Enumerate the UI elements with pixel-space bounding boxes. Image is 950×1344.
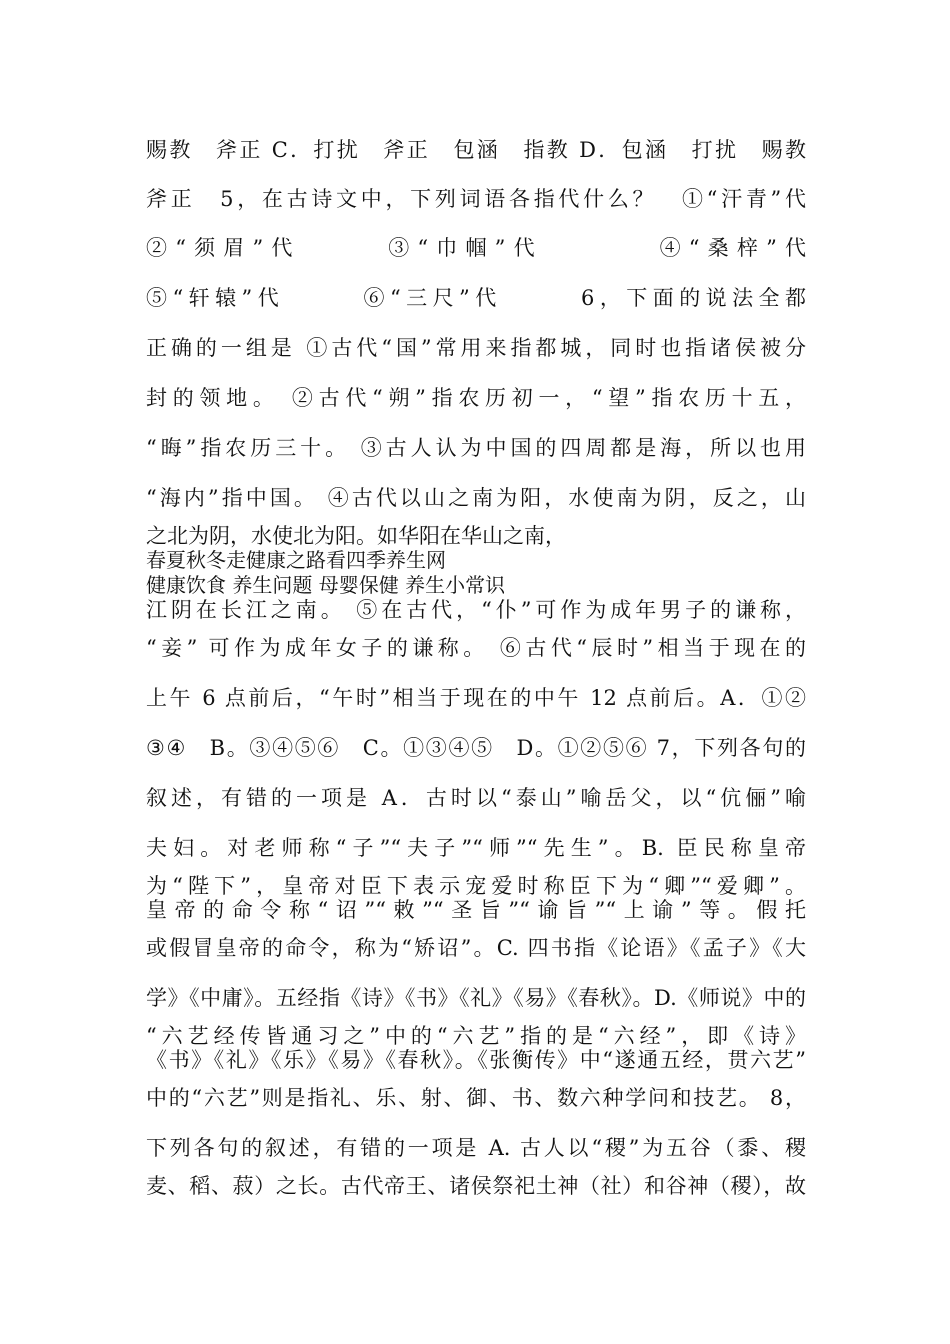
text-line: 斧正 5，在古诗文中，下列词语各指代什么？ ①“汗青”代 xyxy=(146,187,806,211)
text-line: “晦”指农历三十。 ③古人认为中国的四周都是海，所以也用 xyxy=(146,436,806,460)
text-line: 《书》《礼》《乐》《易》《春秋》。《张衡传》中“遂通五经，贯六艺” xyxy=(146,1048,806,1072)
text-line: 赐教 斧正 C．打扰 斧正 包涵 指教 D．包涵 打扰 赐教 xyxy=(146,138,806,162)
text-line: 叙述，有错的一项是 A．古时以“泰山”喻岳父，以“伉俪”喻 xyxy=(146,786,806,810)
text-line: 夫妇。对老师称“子”“夫子”“师”“先生”。B. 臣民称皇帝 xyxy=(146,836,806,860)
text-line: “六艺经传皆通习之”中的“六艺”指的是“六经”，即《诗》 xyxy=(146,1024,806,1048)
ad-text-line: 健康饮食 养生问题 母婴保健 养生小常识 xyxy=(146,573,506,597)
text-line: “海内”指中国。 ④古代以山之南为阳，水使南为阴，反之，山 xyxy=(146,486,806,510)
text-line: ③④ B。③④⑤⑥ C。①③④⑤ D。①②⑤⑥ 7，下列各句的 xyxy=(146,736,806,760)
text-line: ②“须眉”代 ③“巾帼”代 ④“桑梓”代 xyxy=(146,236,806,260)
text-line: 上午 6 点前后，“午时”相当于现在的中午 12 点前后。A．①② xyxy=(146,686,806,710)
text-line: 之北为阴，水使北为阳。如华阳在华山之南， xyxy=(146,524,566,548)
text-line: “妾” 可作为成年女子的谦称。 ⑥古代“辰时”相当于现在的 xyxy=(146,636,806,660)
text-line: 皇帝的命令称“诏”“敕”“圣旨”“谕旨”“上谕”等。假托 xyxy=(146,898,806,922)
text-line: 中的“六艺”则是指礼、乐、射、御、书、数六种学问和技艺。 8， xyxy=(146,1086,806,1110)
text-line: 江阴在长江之南。 ⑤在古代，“仆”可作为成年男子的谦称， xyxy=(146,598,806,622)
text-line: ⑤“轩辕”代 ⑥“三尺”代 6，下面的说法全都 xyxy=(146,286,806,310)
text-line: 麦、稻、菽）之长。古代帝王、诸侯祭祀土神（社）和谷神（稷），故 xyxy=(146,1174,806,1198)
text-line: 或假冒皇帝的命令，称为“矫诏”。C. 四书指《论语》《孟子》《大 xyxy=(146,936,806,960)
text-line: 正确的一组是 ①古代“国”常用来指都城，同时也指诸侯被分 xyxy=(146,336,806,360)
text-line: 为“陛下”，皇帝对臣下表示宠爱时称臣下为“卿”“爱卿”。 xyxy=(146,874,806,898)
ad-text-line: 春夏秋冬走健康之路看四季养生网 xyxy=(146,548,446,572)
text-line: 学》《中庸》。五经指《诗》《书》《礼》《易》《春秋》。D.《师说》中的 xyxy=(146,986,806,1010)
text-line: 下列各句的叙述，有错的一项是 A. 古人以“稷”为五谷（黍、稷 xyxy=(146,1136,806,1160)
text-line: 封的领地。 ②古代“朔”指农历初一，“望”指农历十五， xyxy=(146,386,806,410)
